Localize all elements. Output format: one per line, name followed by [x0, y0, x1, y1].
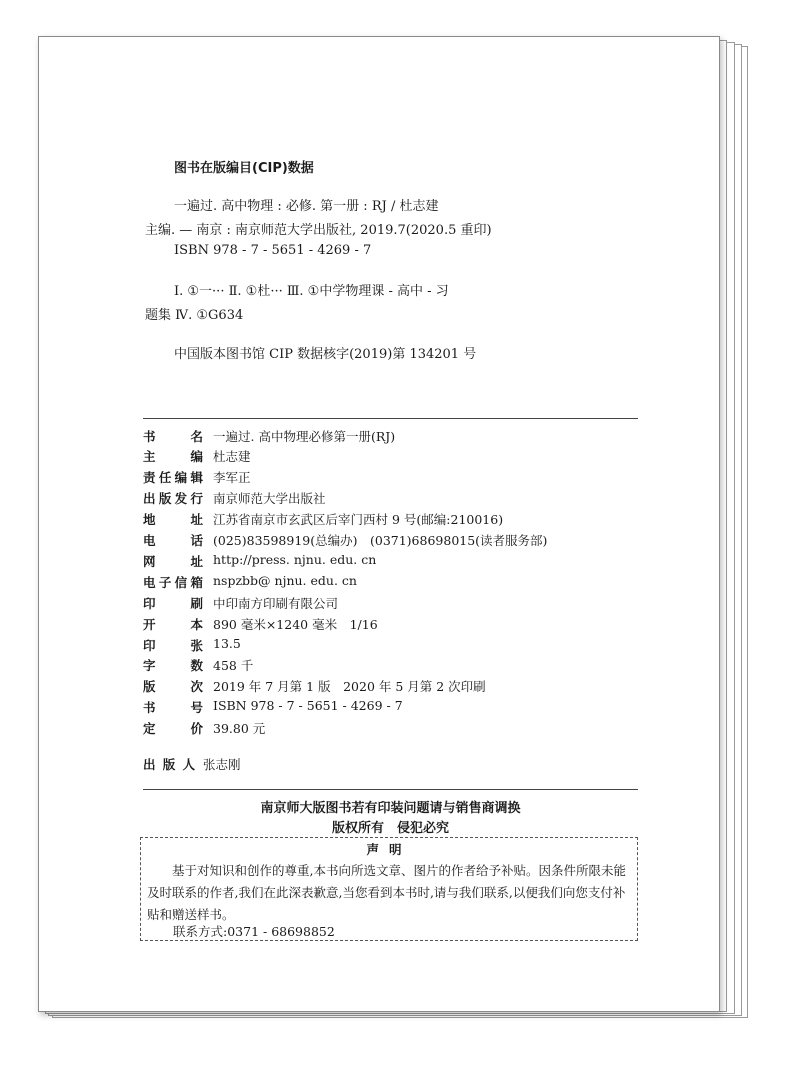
publisher-value: 张志刚	[203, 757, 241, 772]
info-value: 南京师范大学出版社	[213, 491, 326, 506]
cip-line-3: ISBN 978 - 7 - 5651 - 4269 - 7	[174, 243, 372, 258]
info-label: 网 址	[143, 554, 203, 569]
notice-contact: 联系方式:0371 - 68698852	[173, 924, 335, 939]
info-value: 39.80 元	[213, 721, 266, 736]
info-value: 458 千	[213, 658, 254, 673]
info-label: 出版发行	[143, 491, 203, 506]
cip-line-5: 题集 Ⅳ. ①G634	[145, 308, 244, 323]
info-label: 电子信箱	[143, 575, 203, 590]
notice-box	[140, 837, 638, 941]
info-value: 李军正	[213, 470, 251, 485]
info-value: 中印南方印刷有限公司	[213, 596, 339, 611]
info-value: ISBN 978 - 7 - 5651 - 4269 - 7	[213, 698, 403, 713]
cip-line-2: 主编. — 南京 : 南京师范大学出版社, 2019.7(2020.5 重印)	[145, 223, 492, 238]
info-value: 890 毫米×1240 毫米 1/16	[213, 617, 378, 632]
cip-line-6: 中国版本图书馆 CIP 数据核字(2019)第 134201 号	[174, 347, 477, 362]
info-value: 一遍过. 高中物理必修第一册(RJ)	[213, 429, 396, 444]
cip-title: 图书在版编目(CIP)数据	[174, 161, 314, 176]
info-label: 书 号	[143, 700, 203, 715]
info-label: 开 本	[143, 617, 203, 632]
info-value: 13.5	[213, 636, 241, 651]
divider-top	[143, 418, 638, 419]
notice-title: 声明	[366, 842, 412, 857]
info-label: 版 次	[143, 679, 203, 694]
info-label: 印 张	[143, 638, 203, 653]
info-value: 2019 年 7 月第 1 版 2020 年 5 月第 2 次印刷	[213, 679, 486, 694]
publisher-label: 出 版 人	[143, 757, 195, 772]
info-label: 地 址	[143, 512, 203, 527]
cip-line-1: 一遍过. 高中物理 : 必修. 第一册 : RJ / 杜志建	[174, 199, 439, 214]
info-label: 电 话	[143, 533, 203, 548]
notice-body: 基于对知识和创作的尊重,本书向所选文章、图片的作者给予补贴。因条件所限未能及时联系的作者,我们在此深表歉意,当您看到本书时,请与我们联系,以便我们向您支付补贴和赠送样书。	[147, 863, 626, 922]
info-value: http://press. njnu. edu. cn	[213, 552, 377, 567]
footer-line-1: 南京师大版图书若有印装问题请与销售商调换	[260, 801, 521, 816]
footer-line-2: 版权所有 侵犯必究	[331, 821, 449, 836]
info-label: 字 数	[143, 658, 203, 673]
info-label: 印 刷	[143, 596, 203, 611]
cip-line-4: Ⅰ. ①一··· Ⅱ. ①杜··· Ⅲ. ①中学物理课 - 高中 - 习	[174, 284, 449, 299]
info-label: 主 编	[143, 449, 203, 464]
copyright-page	[38, 36, 720, 1012]
info-label: 定 价	[143, 721, 203, 736]
info-label: 书 名	[143, 429, 203, 444]
info-value: 江苏省南京市玄武区后宰门西村 9 号(邮编:210016)	[213, 512, 504, 527]
info-value: 杜志建	[213, 449, 251, 464]
info-value: nspzbb@ njnu. edu. cn	[213, 573, 357, 588]
divider-bottom	[143, 789, 638, 790]
info-value: (025)83598919(总编办) (0371)68698015(读者服务部)	[213, 533, 548, 548]
info-label: 责任编辑	[143, 470, 203, 485]
